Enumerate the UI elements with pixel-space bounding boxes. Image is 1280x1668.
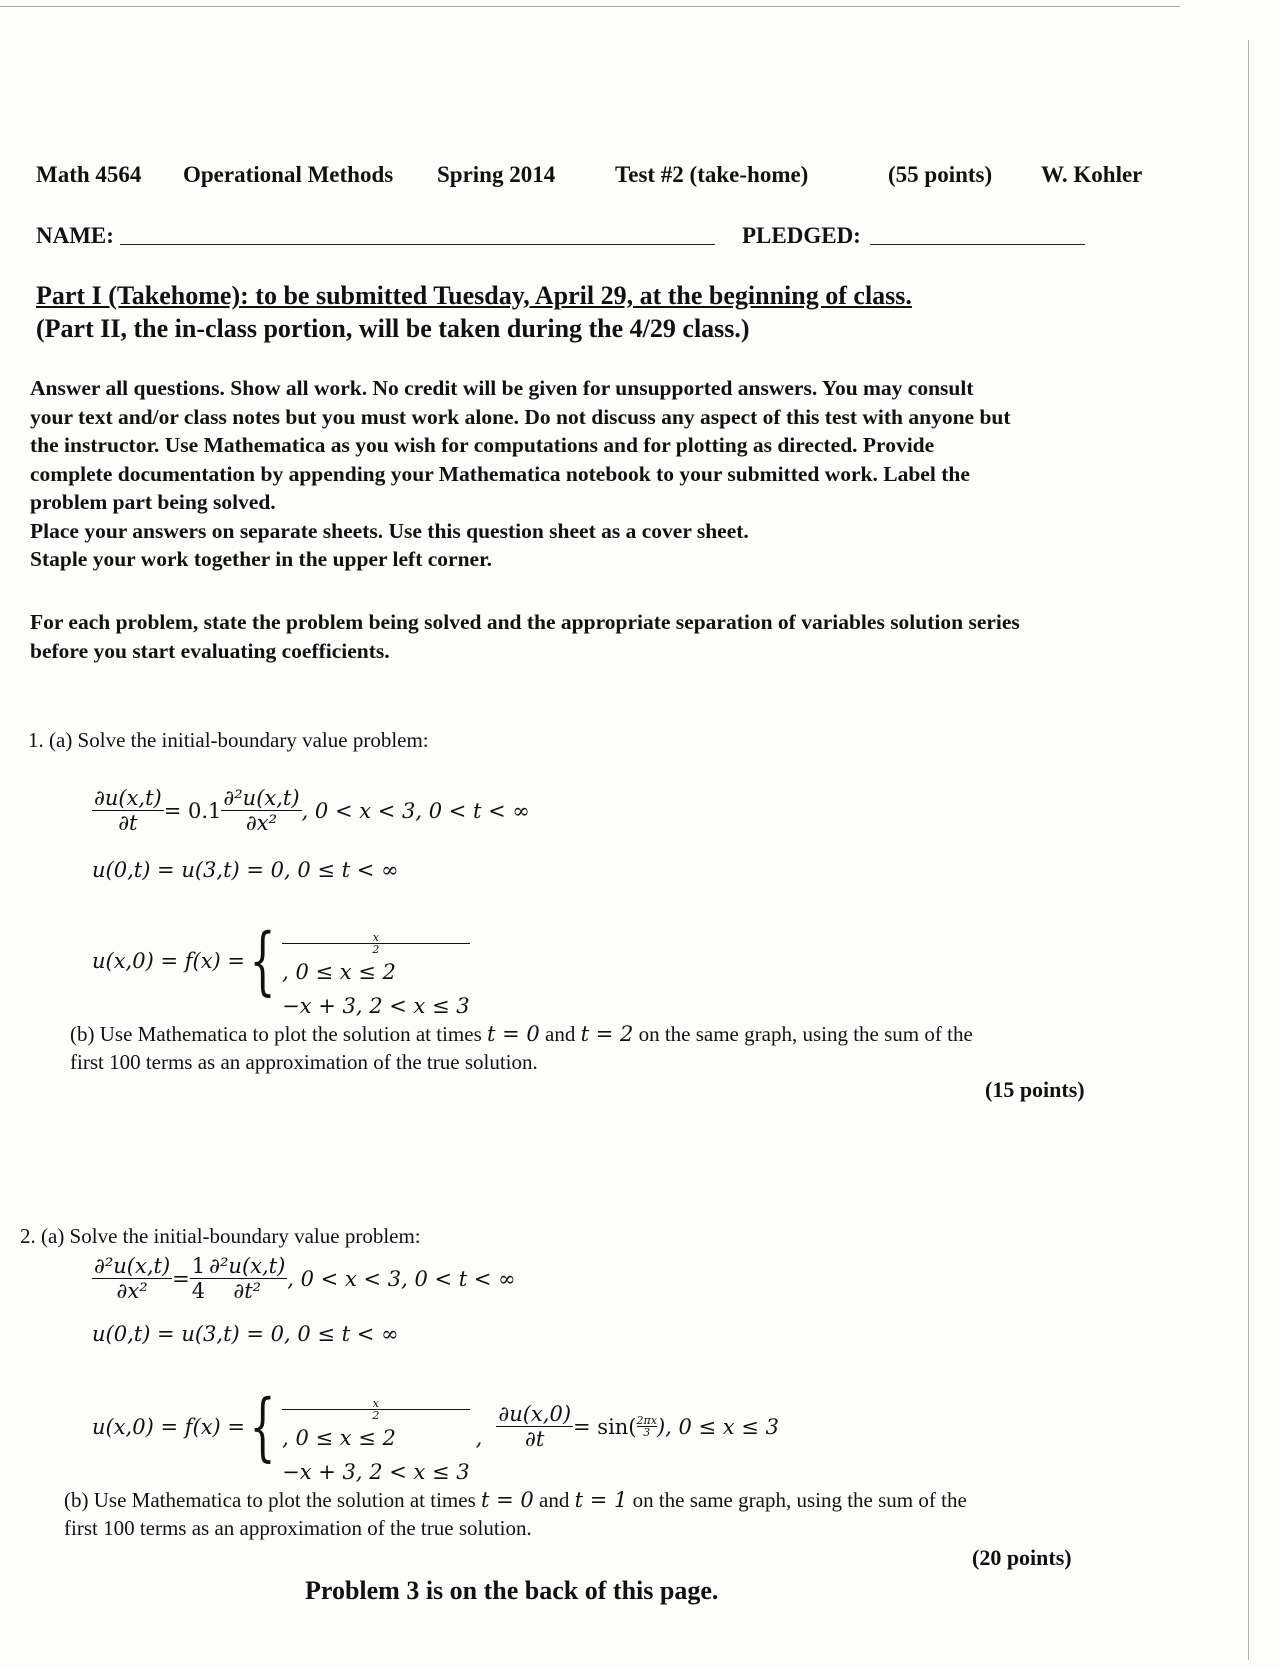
instruction-line: Answer all questions. Show all work. No credit will be given for unsupported answers. You may consult (30, 376, 974, 400)
instruction-line: Place your answers on separate sheets. Use this question sheet as a cover sheet. (30, 518, 749, 543)
case-2: −x + 3, 2 < x ≤ 3 (282, 994, 470, 1018)
part-one-heading: Part I (Takehome): to be submitted Tuesday, April 29, at the beginning of class. (36, 281, 912, 310)
problem-2-part-b-line-2: first 100 terms as an approximation of the true solution. (64, 1516, 532, 1540)
instruction-line: For each problem, state the problem being solved and the appropriate separation of variables solution series (30, 610, 1020, 634)
test-label: Test #2 (take-home) (615, 162, 809, 187)
piecewise-cases: x 2 , 0 ≤ x ≤ 2 −x + 3, 2 < x ≤ 3 (282, 1397, 470, 1484)
pde-domain: , 0 < x < 3, 0 < t < ∞ (301, 798, 530, 823)
left-brace: { (249, 1383, 276, 1470)
problem-1-initial-condition (92, 898, 470, 1023)
pledged-label: PLEDGED: (742, 223, 861, 248)
name-field[interactable] (120, 244, 715, 245)
problem-1-points: (15 points) (985, 1077, 1085, 1102)
name-label: NAME: (36, 223, 114, 248)
scan-edge-right (1248, 40, 1249, 1660)
scan-edge-top (0, 6, 1180, 7)
pde-rhs-numerator: ∂²u(x,t) (223, 786, 300, 810)
problem-1-pde (92, 786, 530, 835)
part-two-note: (Part II, the in-class portion, will be taken during the 4/29 class.) (36, 314, 750, 343)
instruction-line: your text and/or class notes but you must work alone. Do not discuss any aspect of this test with anyone but (30, 404, 1011, 429)
case-1-condition: , 0 ≤ x ≤ 2 (282, 960, 396, 984)
pde-lhs-denominator: ∂t (118, 811, 138, 835)
problem-1-part-b-line-2: first 100 terms as an approximation of the true solution. (70, 1050, 538, 1074)
piecewise-cases: x 2 , 0 ≤ x ≤ 2 −x + 3, 2 < x ≤ 3 (282, 898, 470, 1023)
problem-2-part-b: (b) Use Mathematica to plot the solution at times t = 0 and t = 1 on the same graph, using the sum of the (64, 1488, 967, 1512)
pledged-field[interactable] (870, 244, 1085, 245)
instructor: W. Kohler (1041, 162, 1143, 187)
problem-2-initial-conditions: u(x,0) = f(x) = { x 2 , 0 ≤ x ≤ 2 −x + 3, 2 < x ≤ 3 , $\frac{\partial u(x,0)}{\partial t}$ = sin( $\frac{2\pi x}{3}$ ), 0 ≤ x ≤ 3 (92, 1364, 779, 1489)
left-brace: { (249, 917, 276, 1004)
total-points: (55 points) (888, 162, 993, 187)
instruction-line: before you start evaluating coefficients. (30, 638, 390, 663)
problem-2-boundary-conditions: u(0,t) = u(3,t) = 0, 0 ≤ t < ∞ (92, 1322, 399, 1346)
instruction-line: Staple your work together in the upper left corner. (30, 547, 493, 571)
instructions-block (30, 374, 1250, 574)
back-page-note: Problem 3 is on the back of this page. (305, 1576, 719, 1605)
problem-1-intro: 1. (a) Solve the initial-boundary value problem: (28, 728, 429, 752)
instruction-line: problem part being solved. (30, 490, 276, 514)
term: Spring 2014 (437, 162, 556, 187)
problem-2-points: (20 points) (972, 1545, 1072, 1570)
instruction-line: the instructor. Use Mathematica as you wish for computations and for plotting as directed. Provide (30, 433, 935, 457)
problem-1-boundary-conditions: u(0,t) = u(3,t) = 0, 0 ≤ t < ∞ (92, 858, 399, 882)
problem-1-part-b: (b) Use Mathematica to plot the solution at times t = 0 and t = 2 on the same graph, using the sum of the (70, 1022, 973, 1046)
problem-2-pde: $\frac{\text{∂²u(x,t)}}{\text{∂x²}}$ = $\frac{1}{4}$ $\frac{\text{∂²u(x,t)}}{\text{∂t²}}$ , 0 < x < 3, 0 < t < ∞ (94, 1254, 516, 1303)
separation-instructions (30, 608, 1250, 665)
instruction-line: complete documentation by appending your Mathematica notebook to your submitted work. Label the (30, 461, 970, 486)
problem-2-intro: 2. (a) Solve the initial-boundary value problem: (20, 1224, 421, 1248)
pde-rhs-denominator: ∂x² (245, 811, 278, 835)
course-title: Operational Methods (183, 162, 394, 187)
ic-lhs: u(x,0) = f(x) = (92, 948, 246, 973)
pde-lhs-numerator: ∂u(x,t) (94, 786, 162, 810)
course-number: Math 4564 (36, 162, 142, 187)
pde-coefficient: = 0.1 (163, 798, 222, 823)
